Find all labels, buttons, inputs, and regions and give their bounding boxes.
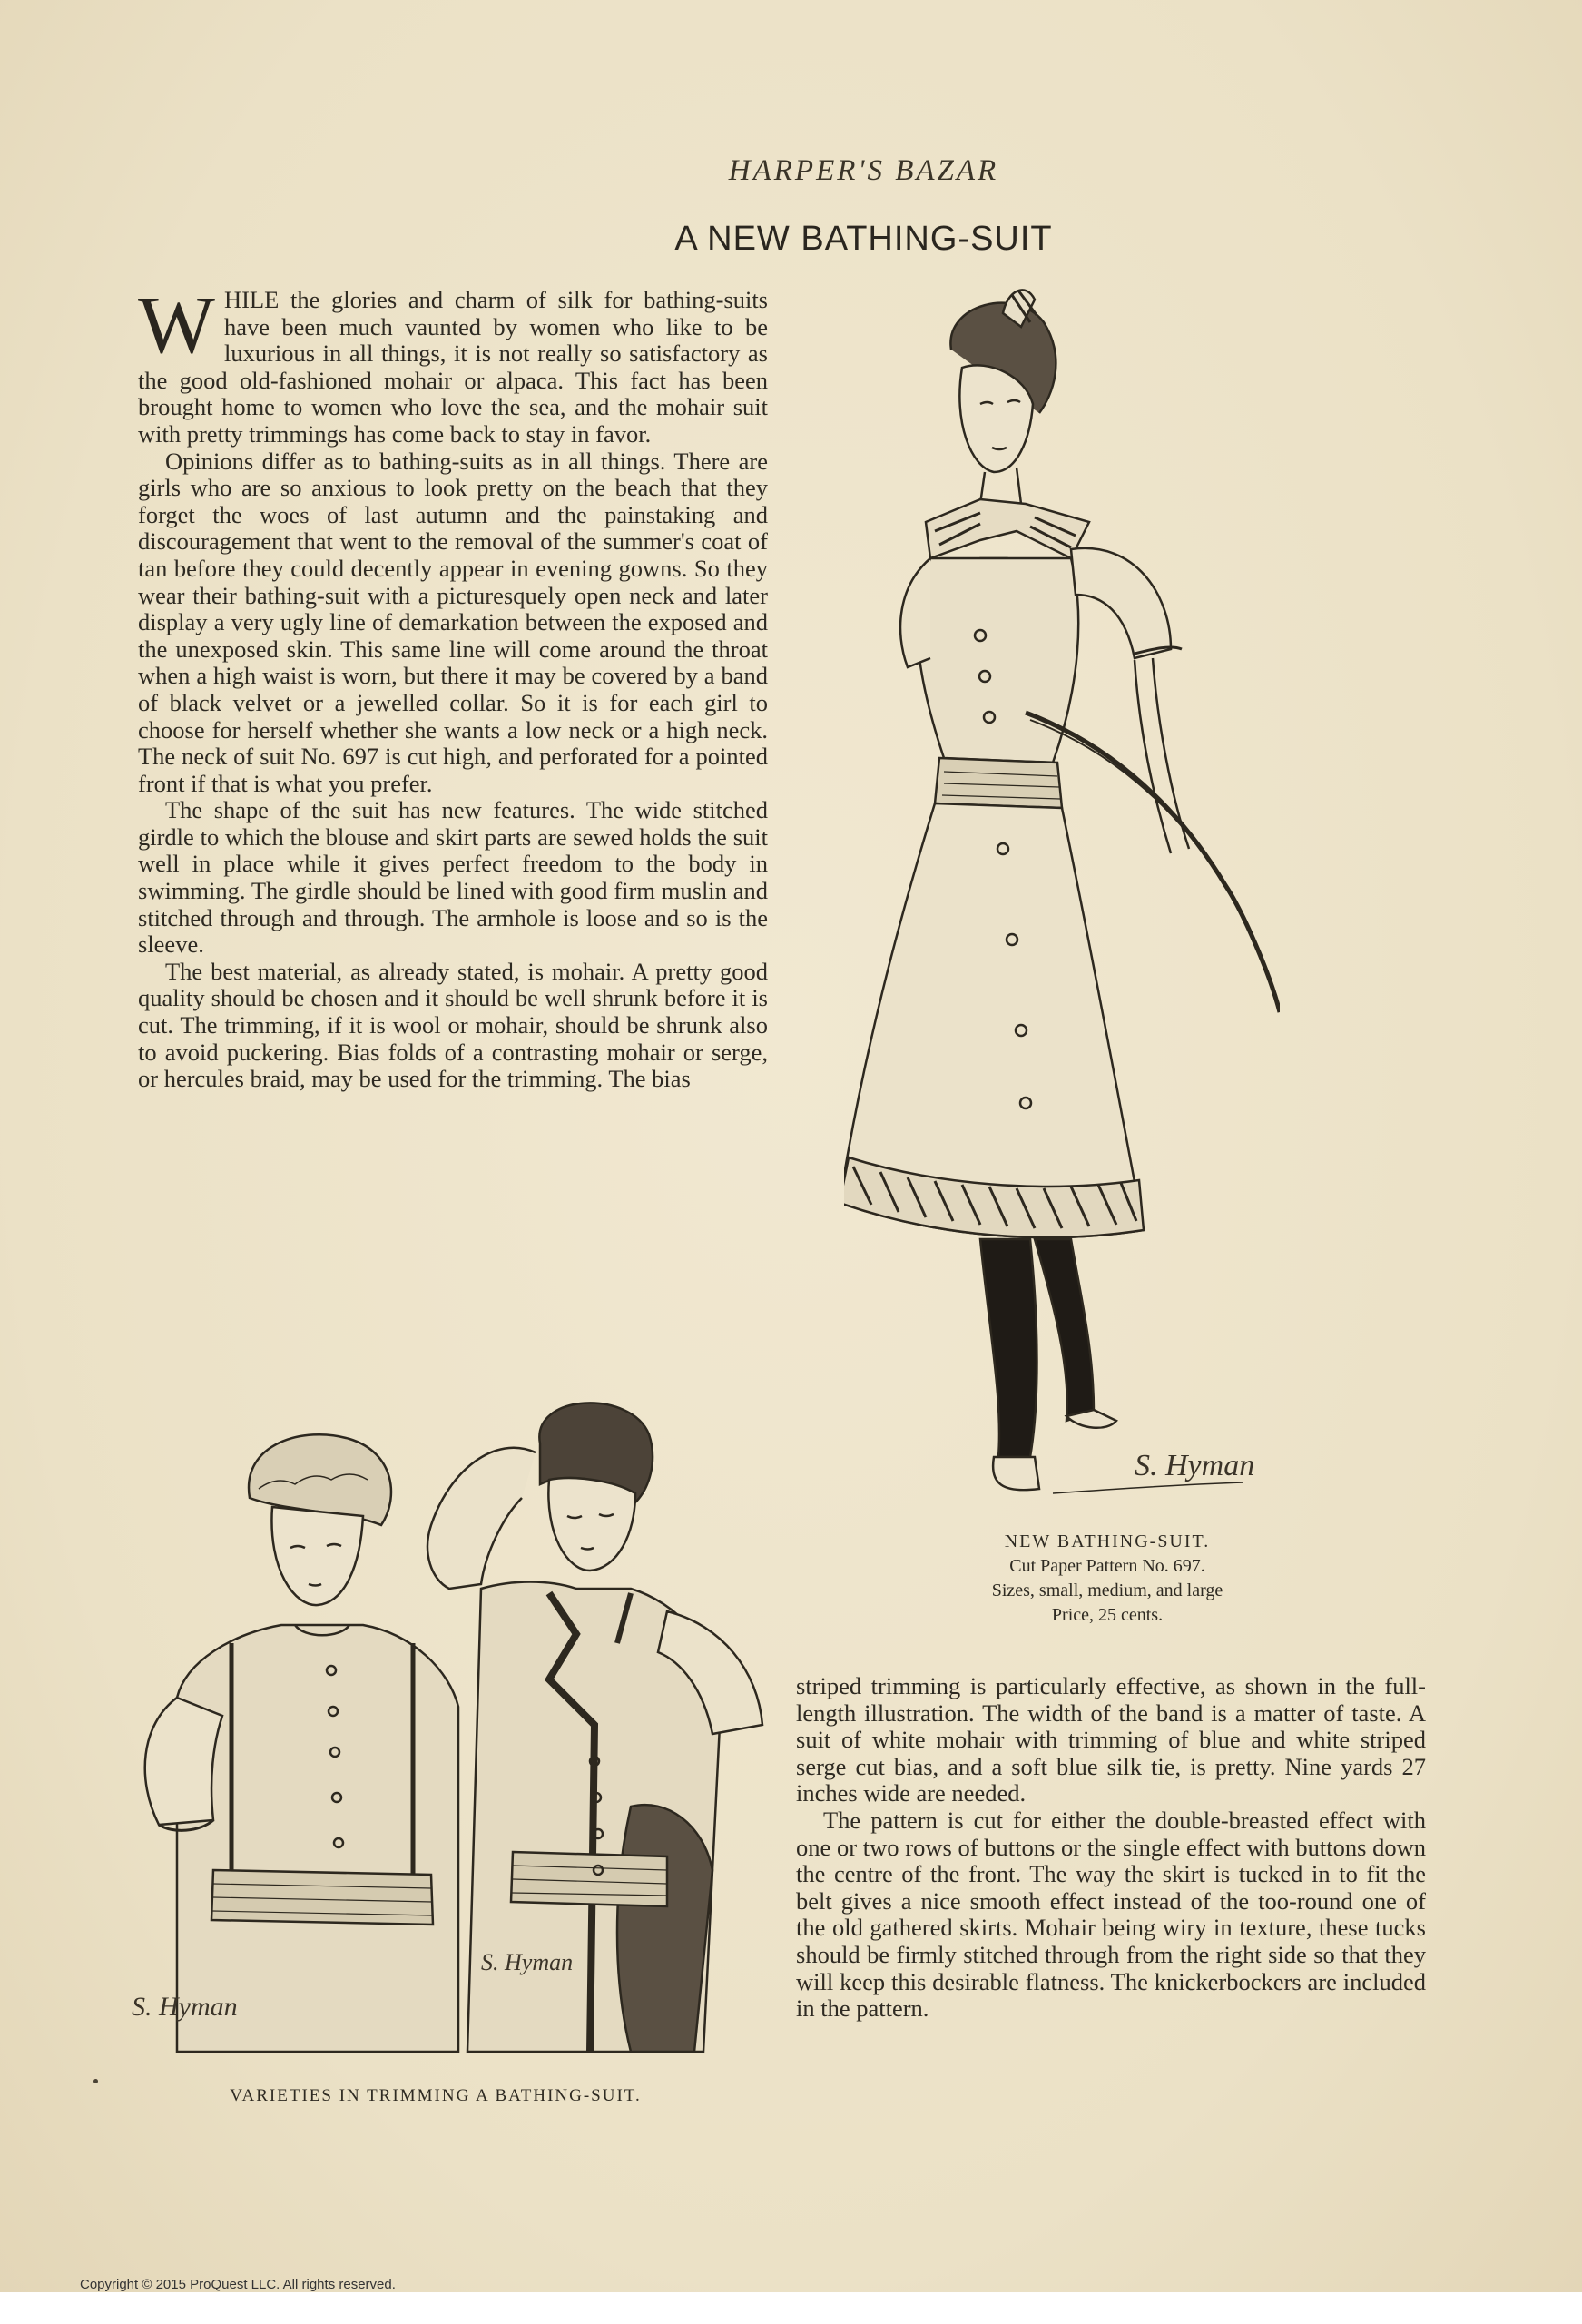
paragraph-2: Opinions differ as to bathing-suits as in all things. There are girls who are so anxious to look pretty on the beach that they forget the woes of last autumn and the painstaking and discouragement that went to the removal of the summer's coat of tan before they could decently appear in evening gowns. So they wear their bathing-suit with a picturesquely open neck and later display a very ugly line of demarkation between the exposed and the unexposed skin. This same line will come around the throat when a high waist is worn, but there it may be covered by a band of black velvet or a jewelled collar. So it is for each girl to choose for herself whether she wants a low neck or a high neck. The neck of suit No. 697 is cut high, and perforated for a pointed front if that is what you prefer. bbox=[138, 447, 768, 797]
illustrator-signature-main: S. Hyman bbox=[1135, 1449, 1255, 1482]
paragraph-4: The best material, as already stated, is mohair. A pretty good quality should be chosen and it should be well shrunk before it is cut. The trimming, if it is wool or mohair, should be shrunk also to avoid puckering. Bias folds of a contrasting mohair or serge, or hercules braid, may be used for the trimming. The bias bbox=[138, 957, 768, 1093]
illustrator-signature-left: S. Hyman bbox=[132, 1992, 238, 2022]
paragraph-6: The pattern is cut for either the double-breasted effect with one or two rows of buttons or the single effect with buttons down the centre of the front. The way the skirt is tucked in to fit the belt gives a nice smooth effect instead of the too-round one of the old gathered skirts. Mohair being wiry in texture, these tucks should be firmly stitched through from the right side so that they will keep this desirable flatness. The knickerbockers are included in the pattern. bbox=[796, 1806, 1426, 2023]
paragraph-1-text: HILE the glories and charm of silk for bathing-suits have been much vaunted by women who like to be luxurious in all things, it is not really so satisfactory as the good old-fashioned mohair or alpaca. This fact has been brought home to women who love the sea, and the mohair suit with pretty trimmings has come back to stay in favor. bbox=[138, 286, 768, 448]
illustrator-signature-right: S. Hyman bbox=[481, 1949, 574, 1975]
caption-main-sizes: Sizes, small, medium, and large bbox=[991, 1581, 1223, 1600]
caption-main-title: NEW BATHING-SUIT. bbox=[1004, 1531, 1211, 1551]
paragraph-3: The shape of the suit has new features. The wide stitched girdle to which the blouse and skirt parts are sewed holds the suit well in place while it gives perfect freedom to the body in swimming. The girdle should be lined with good firm muslin and stitched through and through. The armhole is loose and so is the sleeve. bbox=[138, 796, 768, 959]
text-column-left bbox=[138, 281, 768, 1093]
illustration-trimming-varieties bbox=[123, 1398, 785, 2061]
print-speck bbox=[93, 2079, 98, 2083]
illustration-new-bathing-suit bbox=[844, 286, 1280, 1516]
caption-group: VARIETIES IN TRIMMING A BATHING-SUIT. bbox=[230, 2086, 642, 2105]
footer-strip bbox=[0, 2292, 1582, 2324]
caption-main-price: Price, 25 cents. bbox=[1051, 1605, 1164, 1625]
paragraph-1 bbox=[138, 281, 768, 448]
copyright-notice: Copyright © 2015 ProQuest LLC. All rights reserved. bbox=[80, 2277, 396, 2292]
article-title: A NEW BATHING-SUIT bbox=[674, 220, 1053, 258]
caption-main-pattern: Cut Paper Pattern No. 697. bbox=[1009, 1556, 1205, 1576]
running-head: HARPER'S BAZAR bbox=[728, 154, 999, 187]
paragraph-5: striped trimming is particularly effective, as shown in the full-length illustration. The width of the band is a matter of taste. A suit of white mohair with trimming of blue and white striped serge cut bias, and a soft blue silk tie, is pretty. Nine yards 27 inches wide are needed. bbox=[796, 1672, 1426, 1807]
caption-main bbox=[917, 1530, 1298, 1628]
drop-cap: W bbox=[138, 281, 215, 370]
text-column-right bbox=[796, 1673, 1426, 2023]
